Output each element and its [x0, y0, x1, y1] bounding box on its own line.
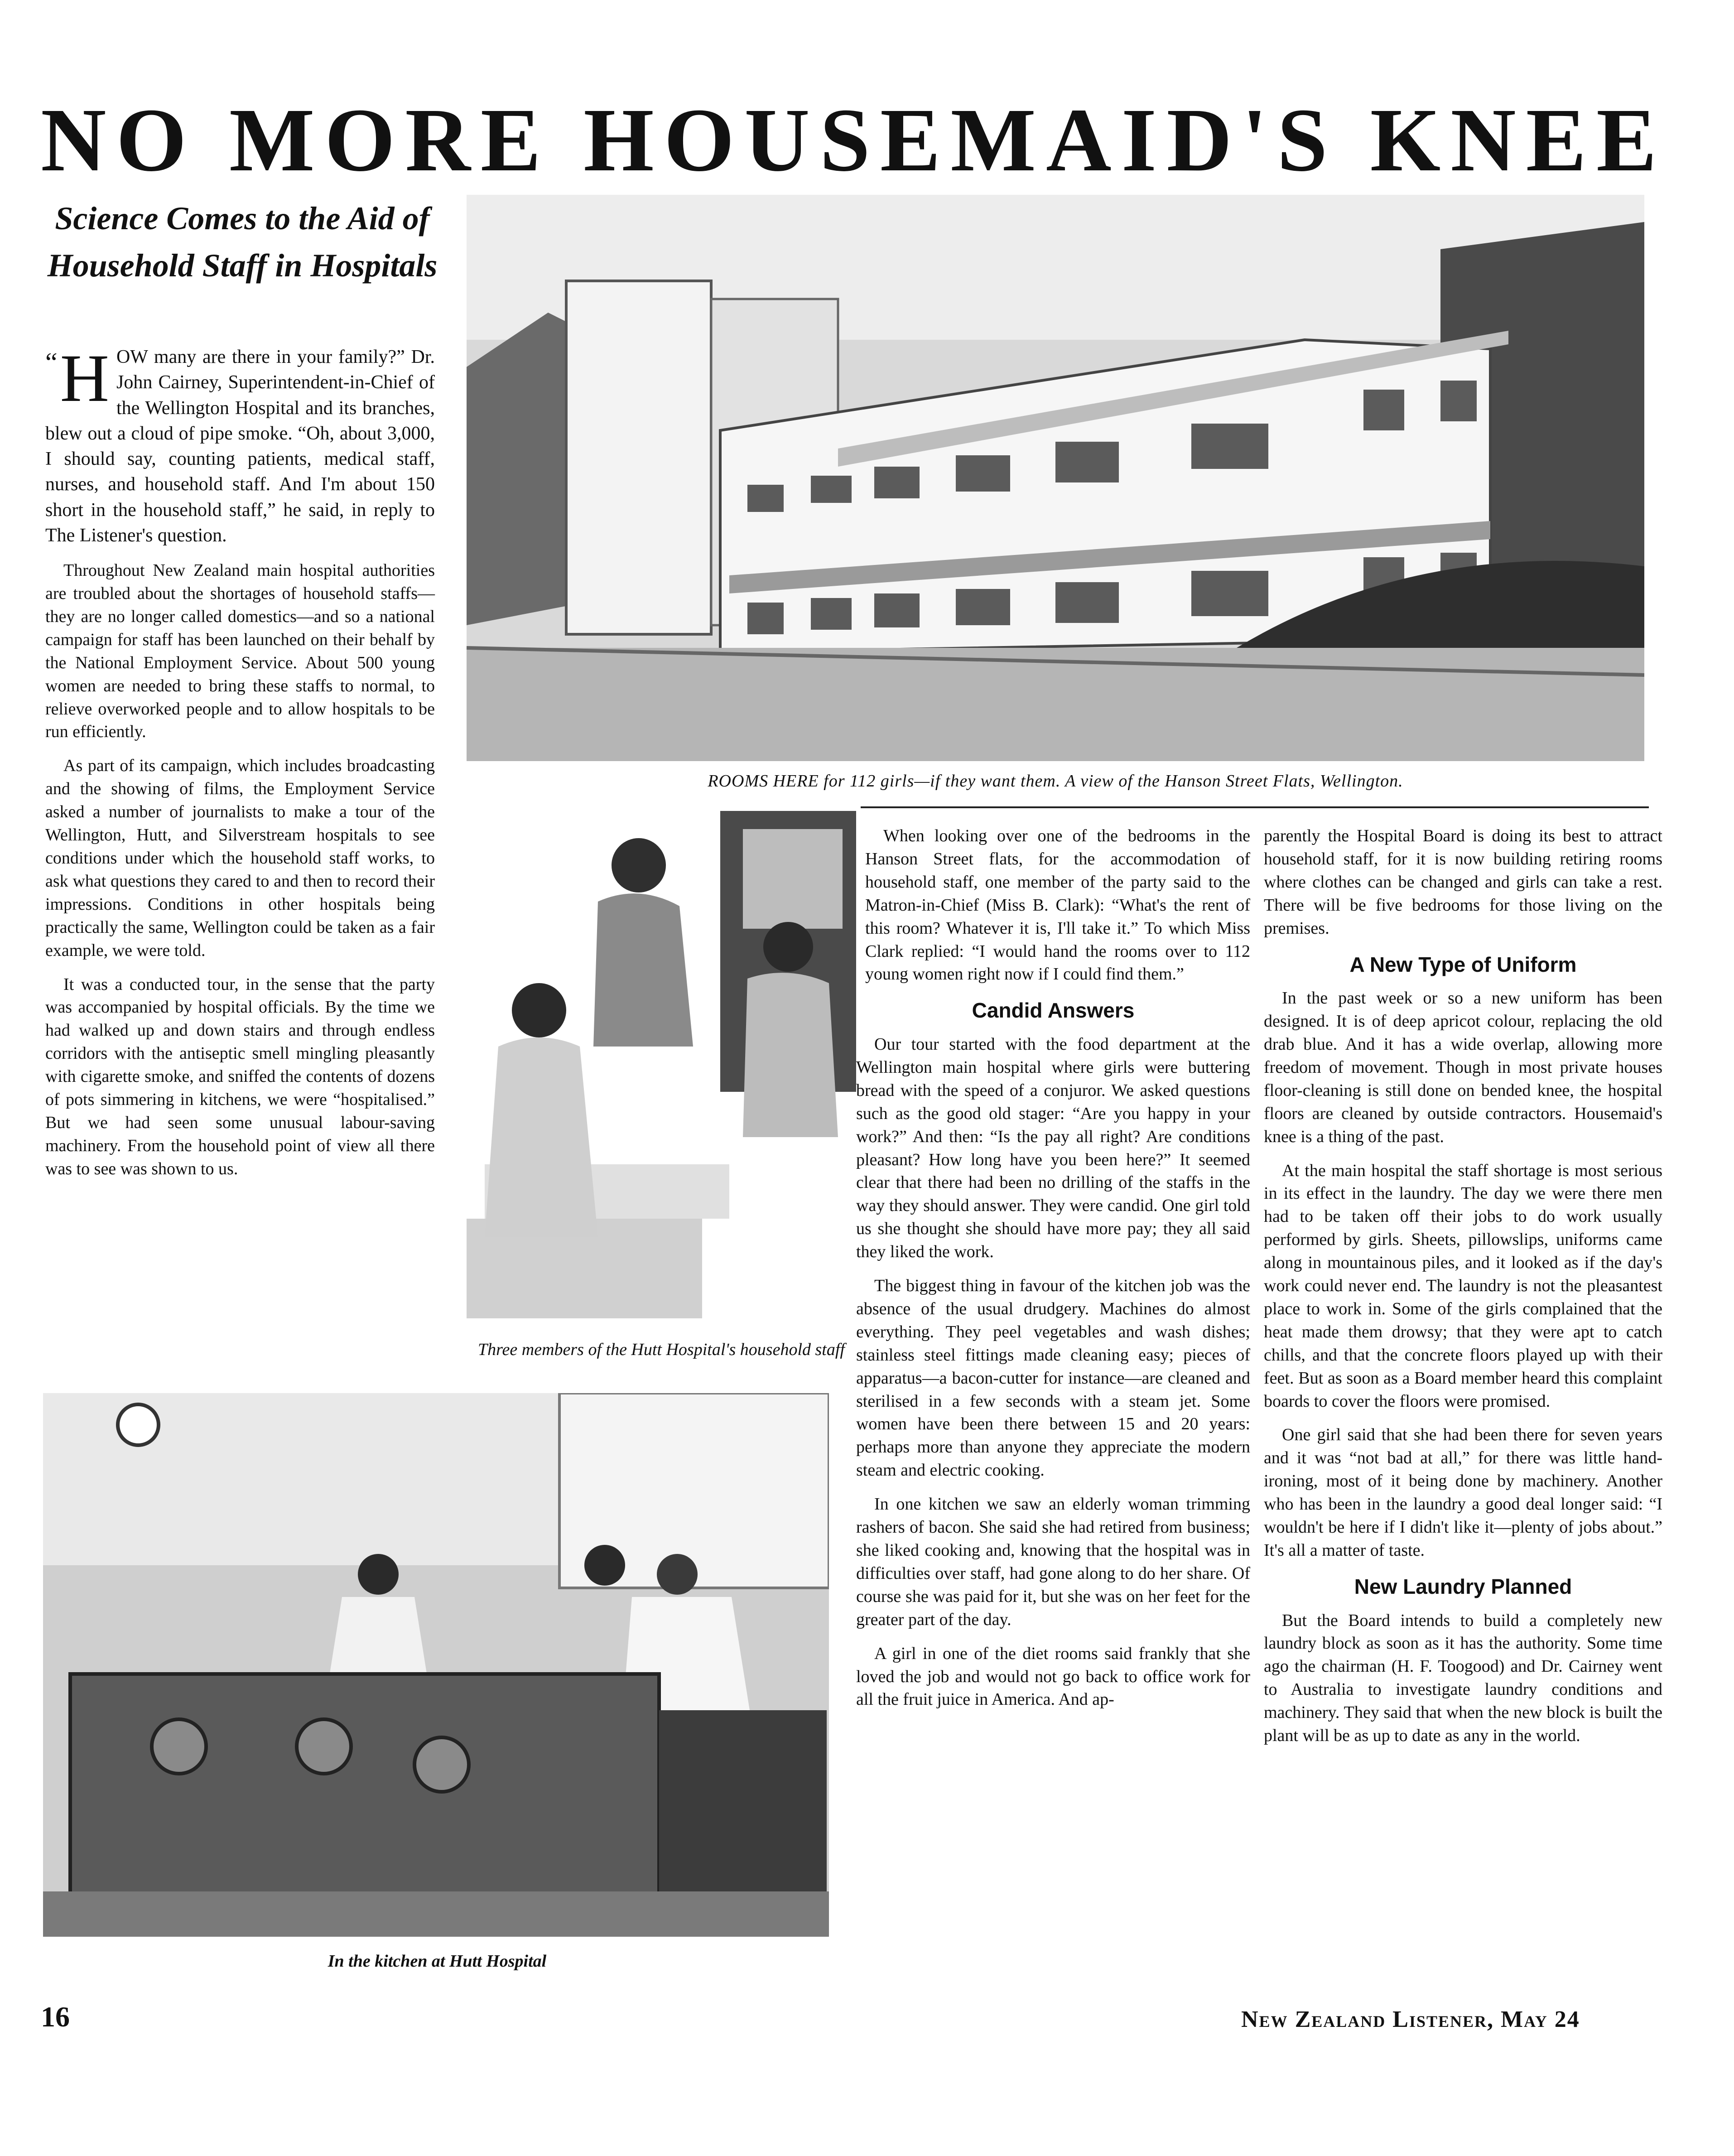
body-paragraph: It was a conducted tour, in the sense that the party was accompanied by hospital officials. By the time we had walked up and down stairs and through endless corridors with the antiseptic smell mingling pleasantly with cigarette smoke, and sniffed the contents of dozens of pots simmering in kitchens, we were “hospitalised.” But we had seen some unusual labour-saving machinery. From the household point of view all there was to see was shown to us. [45, 974, 435, 1178]
kitchen-illustration [43, 1393, 829, 1937]
drop-cap: H [60, 341, 109, 416]
body-paragraph: One girl said that she had been there for seven years and it was “not bad at all,” for there was little hand-ironing, most of it being done by machinery. Another who has been in the laundry a good deal longer said: “I wouldn't be here if I didn't like it—plenty of jobs about.” It's all a matter of taste. [1264, 1425, 1662, 1560]
column-4 [1264, 825, 1662, 1758]
section-heading-uniform: A New Type of Uniform [1349, 952, 1577, 976]
staff-illustration [448, 811, 856, 1323]
body-paragraph: At the main hospital the staff shortage is most serious in its effect in the laundry. The day we were there men had to be taken off their jobs to do work usually performed by girls. Sheets, pillowslips, uniforms came along in mountainous piles, and it looked as if the day's work could never end. The laundry is not the pleasantest place to work in. Some of the girls complained that the heat made them drowsy; that they were apt to catch chills, and that the concrete floors played up with their feet. But as soon as a Board member heard this complaint boards to cover the floors were promised. [1264, 1161, 1662, 1411]
body-paragraph: Throughout New Zealand main hospital authorities are troubled about the shortages of household staffs—they are no longer called domestics—and so a national campaign for staff has been launched on their behalf by the National Employment Service. About 500 young women are needed to bring these staffs to normal, to relieve overworked people and to allow hospitals to be run efficiently. [45, 561, 435, 742]
column-3 [856, 825, 1250, 1722]
staff-caption: Three members of the Hutt Hospital's household staff [478, 1340, 845, 1359]
column-1 [45, 341, 435, 1191]
body-paragraph: The biggest thing in favour of the kitchen job was the absence of the usual drudgery. Machines do almost everything. They peel vegetables and wash dishes; stainless steel fittings made cleaning easy; pieces of apparatus—a bacon-cutter for instance—are cleaned and sterilised in a few seconds with a steam jet. Some women have been there between 15 and 20 years: perhaps more than anyone they appreciate the modern steam and electric cooking. [856, 1276, 1250, 1480]
body-paragraph: When looking over one of the bedrooms in the Hanson Street flats, for the accommodation of household staff, one member of the party said to the Matron-in-Chief (Miss B. Clark): “What's the rent of this room? Whatever it is, I'll take it.” To which Miss Clark replied: “I would hand the rooms over to 112 young women right now if I could find them.” [865, 826, 1250, 984]
kitchen-photo [43, 1393, 829, 1937]
open-quote: “ [45, 347, 58, 377]
building-photo [467, 195, 1644, 761]
masthead: New Zealand Listener, May 24 [1241, 2006, 1580, 2032]
intro-paragraph [45, 341, 435, 548]
body-paragraph: parently the Hospital Board is doing its best to attract household staff, for it is now building retiring rooms where clothes can be changed and girls can take a rest. There will be five bedrooms for those living on the premises. [1264, 826, 1662, 938]
divider-rule [861, 806, 1649, 808]
page-number: 16 [41, 2001, 70, 2033]
section-heading-laundry: New Laundry Planned [1354, 1574, 1572, 1598]
building-caption: ROOMS HERE for 112 girls—if they want them. A view of the Hanson Street Flats, Wellington. [708, 772, 1403, 791]
body-paragraph: A girl in one of the diet rooms said frankly that she loved the job and would not go back to office work for all the fruit juice in America. And ap- [856, 1644, 1250, 1709]
body-paragraph: In one kitchen we saw an elderly woman trimming rashers of bacon. She said she had retired from business; she liked cooking and, knowing that the hospital was in difficulties over staff, had gone along to do her share. Of course she was paid for it, but she was on her feet for the greater part of the day. [856, 1495, 1250, 1629]
body-paragraph: But the Board intends to build a completely new laundry block as soon as it has the authority. Some time ago the chairman (H. F. Toogood) and Dr. Cairney went to Australia to investigate laundry conditions and machinery. They said that when the new block is built the plant will be as up to date as any in the world. [1264, 1611, 1662, 1746]
subheadline: Science Comes to the Aid of Household Staff in Hospitals [47, 200, 438, 284]
section-heading-candid: Candid Answers [972, 998, 1135, 1023]
body-paragraph: Our tour started with the food department at the Wellington main hospital where girls were buttering bread with the speed of a conjuror. We asked questions such as the good old stager: “Are you happy in your work?” And then: “Is the pay all right? Are conditions pleasant? How long have you been here?” It seemed clear that there had been no drilling of the staffs in the way they should answer. They were candid. One girl told us she thought she should have more pay; they all said they liked the work. [856, 1034, 1250, 1262]
intro-text: OW many are there in your family?” Dr. John Cairney, Superintendent-in-Chief of the Wellington Hospital and its branches, blew out a cloud of pipe smoke. “Oh, about 3,000, I should say, counting patients, medical staff, nurses, and household staff. And I'm about 150 short in the household staff,” he said, in reply to The Listener's question. [45, 347, 435, 546]
body-paragraph: As part of its campaign, which includes broadcasting and the showing of films, the Employment Service asked a number of journalists to make a tour of the Wellington, Hutt, and Silverstream hospitals to see conditions under which the household staff works, to ask what questions they cared to and then to record their impressions. Conditions in other hospitals being practically the same, Wellington could be taken as a fair example, we were told. [45, 756, 435, 960]
headline: NO MORE HOUSEMAID'S KNEE [41, 90, 1667, 190]
building-illustration [467, 195, 1644, 761]
kitchen-caption: In the kitchen at Hutt Hospital [328, 1952, 547, 1971]
staff-photo [448, 811, 856, 1323]
body-paragraph: In the past week or so a new uniform has been designed. It is of deep apricot colour, replacing the old drab blue. And it has a wide overlap, allowing more freedom of movement. Though in most private houses floor-cleaning is still done on bended knee, the hospital floors are cleaned by outside contractors. Housemaid's knee is a thing of the past. [1264, 989, 1662, 1146]
